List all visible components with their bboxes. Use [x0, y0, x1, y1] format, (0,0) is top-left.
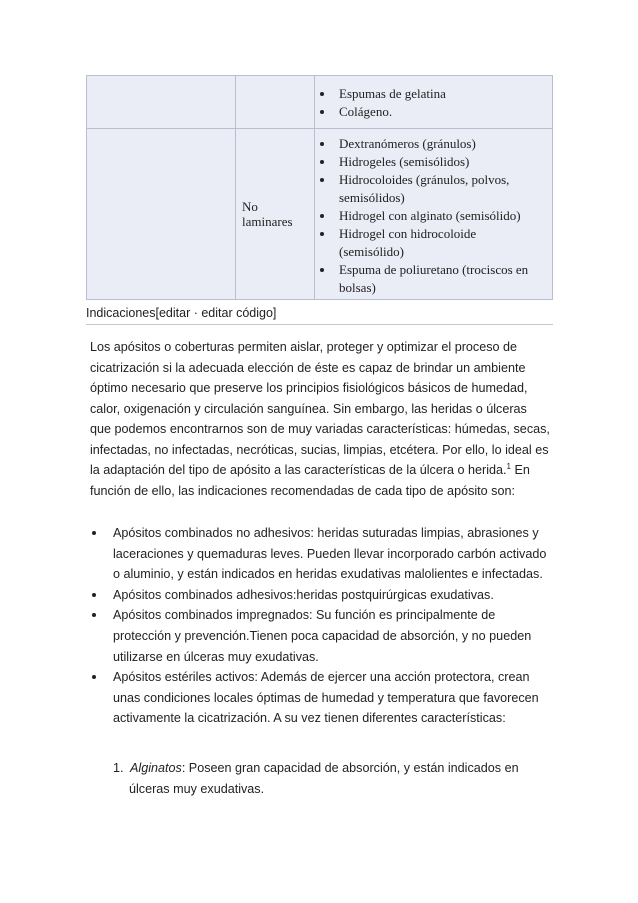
- list-item: Apósitos combinados no adhesivos: heridas suturadas limpias, abrasiones y laceraciones y quemaduras leves. Pueden llevar incorporado carbón activado o aluminio, y están indicados en heridas exudativas malolientes e infectadas.: [90, 523, 555, 585]
- footnote-link[interactable]: 1: [506, 461, 511, 471]
- term: Alginatos: [130, 761, 182, 775]
- active-dressings-list: [113, 758, 553, 799]
- table-cell-empty: [87, 76, 236, 129]
- intro-paragraph: [90, 337, 550, 501]
- list-item: Espumas de gelatina: [315, 85, 552, 103]
- term-description: : Poseen gran capacidad de absorción, y están indicados en úlceras muy exudativas.: [129, 761, 519, 796]
- list-item: Hidrocoloides (gránulos, polvos, semisólidos): [315, 171, 544, 207]
- list-item: Espuma de poliuretano (trociscos en bolsas): [315, 261, 544, 297]
- list-item: [113, 758, 553, 799]
- list-item: Hidrogel con hidrocoloide (semisólido): [315, 225, 544, 261]
- table-cell-items: [315, 129, 553, 300]
- list-item: Apósitos combinados impregnados: Su función es principalmente de protección y prevención.Tienen poca capacidad de absorción, y no pueden utilizarse en úlceras muy exudativas.: [90, 605, 555, 667]
- list-item: Colágeno.: [315, 103, 552, 121]
- list-item: Apósitos estériles activos: Además de ejercer una acción protectora, crean unas condiciones locales óptimas de humedad y temperatura que favorecen activamente la cicatrización. A su vez tienen diferentes características:: [90, 667, 555, 729]
- category-label: No laminares: [242, 199, 293, 229]
- list-item: Hidrogeles (semisólidos): [315, 153, 544, 171]
- dressing-types-table: [86, 75, 553, 300]
- indications-list: [90, 523, 555, 729]
- paragraph-text: Los apósitos o coberturas permiten aislar, proteger y optimizar el proceso de cicatrización si la adecuada elección de éste es capaz de brindar un ambiente óptimo necesario que preserve los principios fisiológicos básicos de humedad, calor, oxigenación y circulación sanguínea. Sin embargo, las heridas o úlceras que podemos encontrarnos son de muy variadas características: húmedas, secas, infectadas, no infectadas, necróticas, sucias, limpias, etcétera. Por ello, lo ideal es la adaptación del tipo de apósito a las características de la úlcera o herida.: [90, 340, 550, 477]
- table-cell-label: [236, 129, 315, 300]
- section-heading: Indicaciones[editar · editar código]: [86, 305, 553, 325]
- table-cell-empty: [236, 76, 315, 129]
- table-cell-empty: [87, 129, 236, 300]
- table-item-list: [315, 135, 544, 297]
- list-number: 1.: [113, 761, 124, 775]
- list-item: Hidrogel con alginato (semisólido): [315, 207, 544, 225]
- table-cell-items: [315, 76, 553, 129]
- list-item: Dextranómeros (gránulos): [315, 135, 544, 153]
- table-item-list: [315, 85, 552, 121]
- paragraph-text: En función de ello, las indicaciones recomendadas de cada tipo de apósito son:: [90, 463, 530, 498]
- list-item: Apósitos combinados adhesivos:heridas postquirúrgicas exudativas.: [90, 585, 555, 606]
